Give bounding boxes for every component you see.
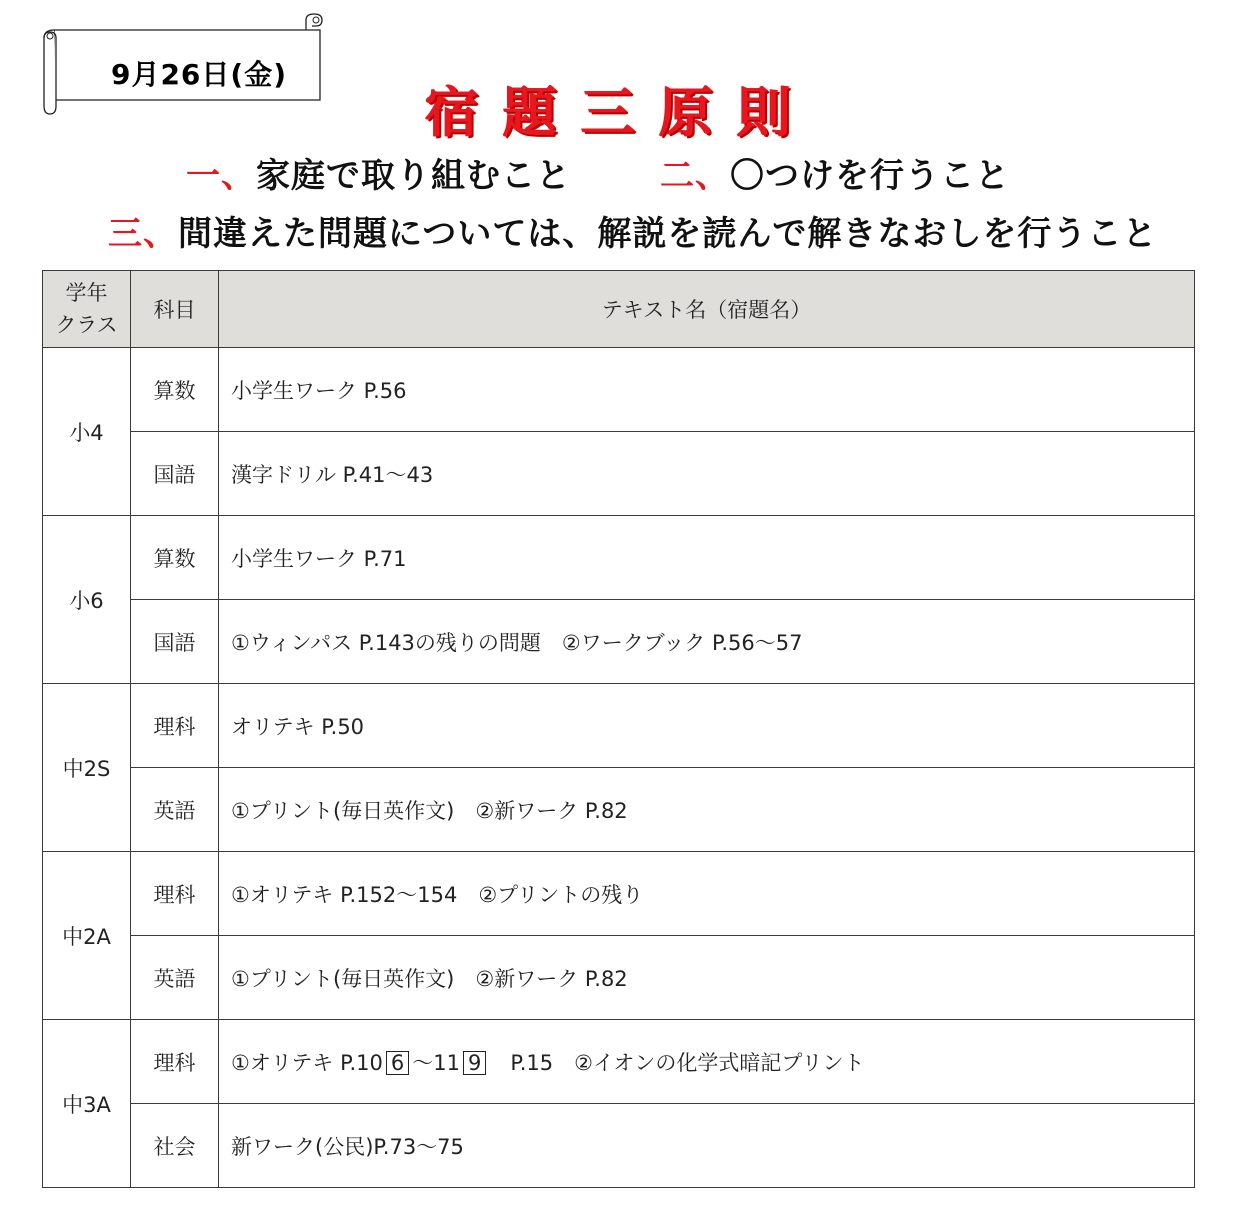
homework-table [42, 270, 1195, 1188]
table-row [43, 1020, 1195, 1104]
table-header-row [43, 271, 1195, 348]
header-subject: 科目 [131, 271, 219, 348]
homework-cell: 新ワーク(公民)P.73～75 [219, 1104, 1195, 1188]
homework-cell: ①プリント(毎日英作文) ②新ワーク P.82 [219, 936, 1195, 1020]
grade-cell: 小4 [43, 348, 131, 516]
table-row [43, 684, 1195, 768]
header-grade-class [43, 271, 131, 348]
rule-text: 〇つけを行うこと [730, 156, 1010, 196]
homework-cell: オリテキ P.50 [219, 684, 1195, 768]
header-class: クラス [55, 313, 118, 337]
grade-cell: 小6 [43, 516, 131, 684]
subject-cell: 英語 [131, 936, 219, 1020]
table-row [43, 516, 1195, 600]
grade-cell: 中2S [43, 684, 131, 852]
table-row [43, 432, 1195, 516]
homework-text-part: ～11 [412, 1050, 460, 1075]
subject-cell: 理科 [131, 684, 219, 768]
subject-cell: 理科 [131, 1020, 219, 1104]
subject-cell: 国語 [131, 432, 219, 516]
table-row [43, 600, 1195, 684]
header-grade: 学年 [65, 281, 108, 305]
boxed-problem-number: 9 [463, 1051, 486, 1075]
table-row [43, 348, 1195, 432]
rule-3 [108, 206, 1157, 255]
subject-cell: 算数 [131, 516, 219, 600]
header-text-name: テキスト名（宿題名） [219, 271, 1195, 348]
page-title: 宿題三原則 [425, 80, 815, 144]
homework-cell: ①プリント(毎日英作文) ②新ワーク P.82 [219, 768, 1195, 852]
rule-number: 二、 [660, 156, 730, 196]
subject-cell: 英語 [131, 768, 219, 852]
rule-1 [186, 148, 571, 197]
rule-text: 家庭で取り組むこと [256, 156, 571, 196]
boxed-problem-number: 6 [386, 1051, 409, 1075]
table-row [43, 936, 1195, 1020]
date-banner [36, 10, 336, 116]
homework-cell [219, 1020, 1195, 1104]
homework-cell: 小学生ワーク P.71 [219, 516, 1195, 600]
table-row [43, 768, 1195, 852]
rule-number: 三、 [108, 214, 178, 254]
homework-text-part: ①オリテキ P.10 [231, 1050, 383, 1075]
rule-text: 間違えた問題については、解説を読んで解きなおしを行うこと [178, 214, 1158, 254]
table-row [43, 1104, 1195, 1188]
rule-number: 一、 [186, 156, 256, 196]
grade-cell: 中3A [43, 1020, 131, 1188]
subject-cell: 国語 [131, 600, 219, 684]
date-text: 9月26日(金) [110, 58, 288, 91]
homework-cell: ①オリテキ P.152～154 ②プリントの残り [219, 852, 1195, 936]
homework-cell: 漢字ドリル P.41～43 [219, 432, 1195, 516]
rule-2 [660, 148, 1010, 197]
grade-cell: 中2A [43, 852, 131, 1020]
table-row [43, 852, 1195, 936]
homework-text-part: P.15 ②イオンの化学式暗記プリント [489, 1050, 865, 1075]
subject-cell: 社会 [131, 1104, 219, 1188]
homework-cell: 小学生ワーク P.56 [219, 348, 1195, 432]
homework-cell: ①ウィンパス P.143の残りの問題 ②ワークブック P.56～57 [219, 600, 1195, 684]
subject-cell: 算数 [131, 348, 219, 432]
subject-cell: 理科 [131, 852, 219, 936]
